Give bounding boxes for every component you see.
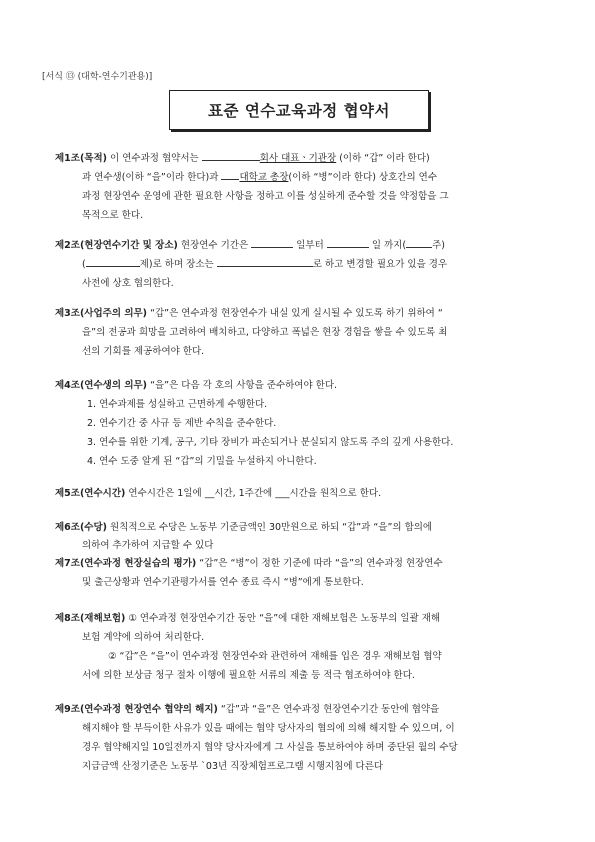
- article-1-text: 이 연수과정 협약서는: [110, 153, 199, 164]
- article-1-text: (이하 “갑” 이라 한다): [339, 153, 430, 164]
- weeks-field: [406, 236, 432, 248]
- article-9: [55, 700, 561, 719]
- article-8: [55, 609, 561, 628]
- article-2-text: 일 까지(: [371, 240, 407, 251]
- article-1-cont: [82, 168, 437, 187]
- article-8-heading: 제8조(재해보험): [55, 613, 126, 624]
- article-1-text: 과 연수생(이하 “을”이라 한다)과: [82, 172, 219, 183]
- title-box: [169, 90, 429, 130]
- party-c-name-field: 대학교 총장: [239, 172, 289, 183]
- article-3-text: “갑”은 연수과정 현장연수가 내실 있게 실시될 수 있도록 하기 위하여 “: [150, 308, 443, 319]
- article-1-line-3: 과정 현장연수 운영에 관한 필요한 사항을 정하고 이를 성실하게 준수할 것을 약정함을 그: [82, 191, 449, 202]
- article-1-heading: 제1조(목적): [55, 153, 108, 164]
- article-2: [55, 236, 561, 255]
- article-2-text: 일부터: [296, 240, 324, 251]
- article-7-text: “갑”은 “병”이 정한 기준에 따라 “을”의 연수과정 현장연수: [199, 558, 443, 569]
- article-7-line-2: 및 출근상황과 연수기관평가서를 연수 종료 즉시 “병”에게 통보한다.: [82, 577, 364, 588]
- article-4-item: 4. 연수 도중 알게 된 “갑”의 기밀을 누설하지 아니한다.: [87, 456, 317, 467]
- article-4-item: 1. 연수과제를 성실하고 근면하게 수행한다.: [87, 399, 268, 410]
- article-7: [55, 554, 561, 573]
- article-2-text: 로 하고 변경할 필요가 있을 경우: [312, 259, 448, 270]
- article-2-text: 현장연수 기간은: [180, 240, 249, 251]
- article-2-text: 주): [432, 240, 445, 251]
- article-9-line-4: 지급금액 산정기준은 노동부 `03년 직장체험프로그램 시행지침에 다른다: [82, 761, 384, 772]
- article-9-line-3: 경우 협약해지일 10일전까지 협약 당사자에게 그 사실을 통보하여야 하며 중단된 월의 수당: [82, 742, 458, 753]
- start-date-field: [251, 236, 293, 248]
- article-6: [55, 518, 561, 537]
- article-3-line-2: 을”의 전공과 희망을 고려하여 배치하고, 다양하고 폭넓은 현장 경험을 쌓을 수 있도록 최: [82, 327, 448, 338]
- system-field: [86, 255, 140, 267]
- article-4-heading: 제4조(연수생의 의무): [55, 380, 148, 391]
- article-1: [55, 149, 561, 168]
- article-5: [55, 484, 561, 503]
- article-5-heading: 제5조(연수시간): [55, 488, 126, 499]
- location-field: [217, 255, 313, 267]
- article-2-line-3: 사전에 상호 협의한다.: [82, 278, 174, 289]
- article-9-line-2: 해지해야 할 부득이한 사유가 있을 때에는 협약 당사자의 협의에 의해 해지할 수 있으며, 이: [82, 723, 455, 734]
- blank-line: [221, 168, 239, 180]
- article-6-text: 원칙적으로 수당은 노동부 기준금액인 30만원으로 하되 “갑”과 “을”의 합의에: [110, 522, 433, 533]
- document-title: 표준 연수교육과정 협약서: [208, 102, 390, 120]
- end-date-field: [327, 236, 369, 248]
- article-2-cont: [82, 255, 447, 274]
- form-label: [서식 ⑬ (대학-연수기관용)]: [42, 72, 153, 82]
- article-8-line-2: 보험 계약에 의하여 처리한다.: [82, 632, 205, 643]
- article-4-item: 2. 연수기간 중 사규 등 제반 수칙을 준수한다.: [87, 418, 277, 429]
- party-a-name-field: 회사 대표ㆍ기관장: [259, 153, 337, 164]
- article-2-heading: 제2조(현장연수기간 및 장소): [55, 240, 178, 251]
- article-3-heading: 제3조(사업주의 의무): [55, 308, 148, 319]
- article-6-heading: 제6조(수당): [55, 522, 108, 533]
- article-8-line-3: ② “갑”은 “을”이 연수과정 현장연수와 관련하여 재해를 입은 경우 재해보험 협약: [108, 651, 442, 662]
- article-2-text: (: [82, 259, 86, 270]
- article-9-heading: 제9조(연수과정 현장연수 협약의 해지): [55, 704, 218, 715]
- article-1-line-4: 목적으로 한다.: [82, 210, 144, 221]
- article-9-text: “갑”과 “을”은 연수과정 현장연수기간 동안에 협약을: [220, 704, 440, 715]
- article-3: [55, 304, 561, 323]
- article-4-text: “을”은 다음 각 호의 사항을 준수하여야 한다.: [150, 380, 338, 391]
- article-5-text: 연수시간은 1일에 __시간, 1주간에 ___시간을 원칙으로 한다.: [128, 488, 382, 499]
- article-7-heading: 제7조(연수과정 현장실습의 평가): [55, 558, 197, 569]
- article-4-item: 3. 연수를 위한 기계, 공구, 기타 장비가 파손되거나 분실되지 않도록 주의 깊게 사용한다.: [87, 437, 454, 448]
- blank-line: [202, 149, 260, 161]
- article-1-text: (이하 “병”이라 한다) 상호간의 연수: [288, 172, 438, 183]
- article-8-line-4: 서에 의한 보상금 청구 절차 이행에 필요한 서류의 제출 등 적극 협조하여야 한다.: [82, 670, 415, 681]
- article-6-line-2: 의하여 추가하여 지급할 수 있다: [82, 540, 214, 551]
- article-8-text: ① 연수과정 현장연수기간 동안 “을”에 대한 재해보험은 노동부의 일괄 재해: [128, 613, 441, 624]
- article-3-line-3: 선의 기회를 제공하여야 한다.: [82, 346, 205, 357]
- article-2-text: 제)로 하며 장소는: [139, 259, 214, 270]
- article-4: [55, 376, 561, 395]
